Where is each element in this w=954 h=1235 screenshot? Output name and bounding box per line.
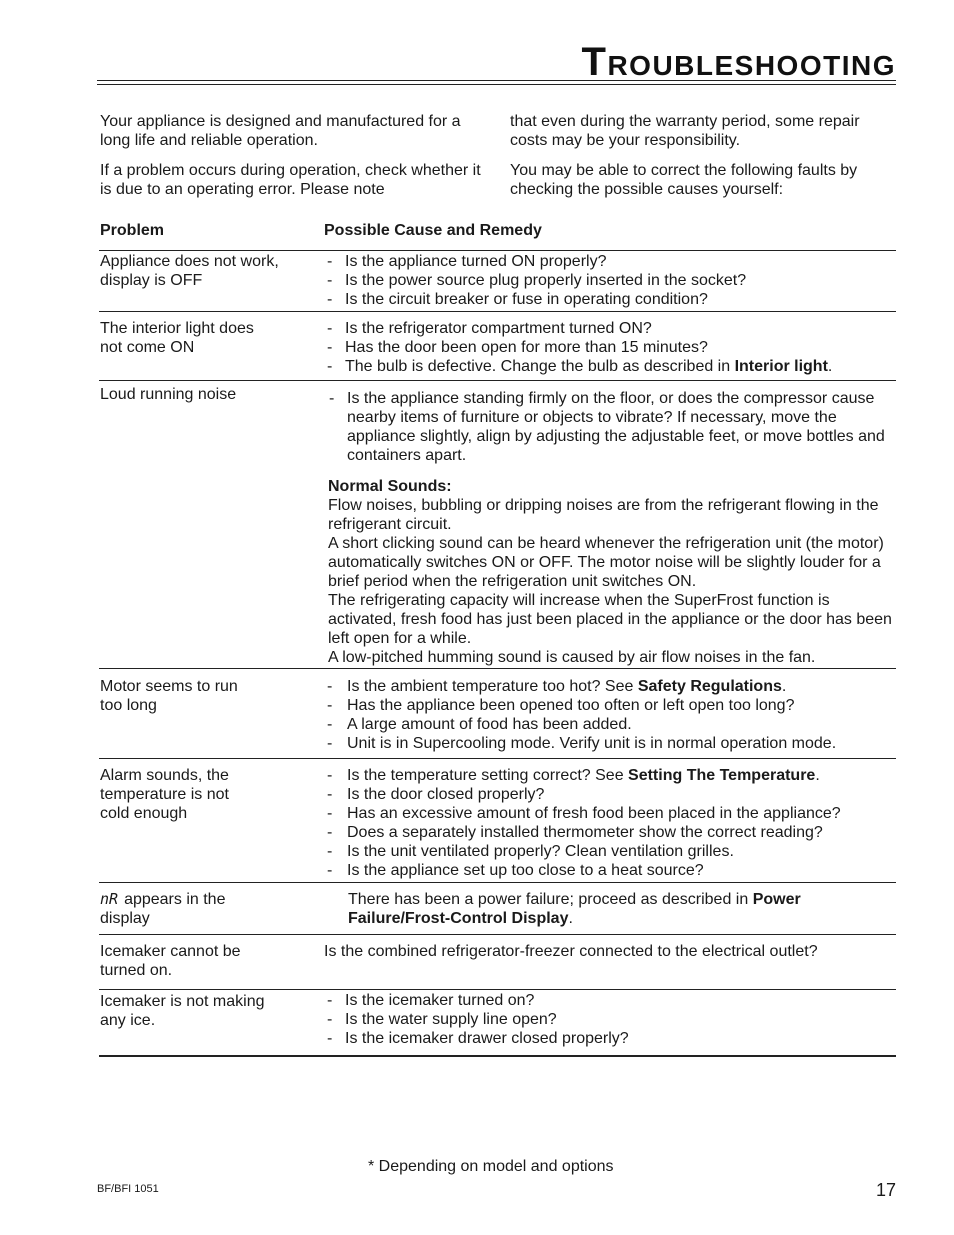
table-row xyxy=(99,668,896,759)
cause-item: - Is the icemaker turned on? xyxy=(326,991,896,1010)
cause-item xyxy=(326,357,896,376)
cause-item: - Does a separately installed thermometer show the correct reading? xyxy=(326,823,896,842)
table-row xyxy=(99,250,896,312)
intro-paragraph: Your appliance is designed and manufactured for a long life and reliable operation. xyxy=(100,113,461,149)
page-title xyxy=(440,40,896,85)
problem-text: Alarm sounds, the temperature is not cold enough xyxy=(100,767,229,822)
problem-label: appears in the display xyxy=(100,891,226,927)
cause-item: - Is the refrigerator compartment turned ON? xyxy=(326,319,896,338)
column-header-problem: Problem xyxy=(100,222,165,239)
title-initial: T xyxy=(581,40,608,84)
cause-text: . xyxy=(815,767,820,784)
table-row xyxy=(99,989,896,1056)
cause-item: - Unit is in Supercooling mode. Verify unit is in normal operation mode. xyxy=(326,734,896,753)
problem-text: Icemaker is not making any ice. xyxy=(100,993,265,1029)
intro-left-column xyxy=(100,112,490,210)
cross-reference: Interior light xyxy=(734,358,828,375)
cause-item: - Is the appliance set up too close to a heat source? xyxy=(326,861,896,880)
cause-cell xyxy=(326,319,896,376)
table-row xyxy=(99,380,896,669)
title-rule-bottom xyxy=(97,84,896,85)
cause-item: - Is the appliance standing firmly on the floor, or does the compressor cause nearby items of furniture or objects to vibrate? If necessary, move the appliance slightly, align by adjusting the adjustable feet, or move bottles and containers apart. xyxy=(328,389,893,465)
cause-cell xyxy=(348,890,848,928)
cause-text: The bulb is defective. Change the bulb as described in xyxy=(345,358,735,375)
problem-text: Appliance does not work, display is OFF xyxy=(100,253,279,289)
cause-item: - Is the appliance turned ON properly? xyxy=(326,252,896,271)
problem-text: Motor seems to run too long xyxy=(100,678,238,714)
problem-text: The interior light does not come ON xyxy=(100,320,254,356)
cause-item: - Is the water supply line open? xyxy=(326,1010,896,1029)
cause-item: - Has an excessive amount of fresh food been placed in the appliance? xyxy=(326,804,896,823)
cross-reference: Safety Regulations xyxy=(637,678,782,695)
intro-right-column xyxy=(510,112,896,210)
table-row xyxy=(99,934,896,990)
intro-paragraph: You may be able to correct the following faults by checking the possible causes yourself: xyxy=(510,162,858,198)
cause-item: - Is the unit ventilated properly? Clean ventilation grilles. xyxy=(326,842,896,861)
footnote: * Depending on model and options xyxy=(368,1158,614,1175)
cause-text: . xyxy=(568,910,573,927)
normal-sounds-text: A low-pitched humming sound is caused by air flow noises in the fan. xyxy=(328,649,816,666)
normal-sounds-text: The refrigerating capacity will increase when the SuperFrost function is activated, fresh food has just been placed in the appliance or the door has been left open for a while. xyxy=(328,592,892,647)
cause-item: - Is the door closed properly? xyxy=(326,785,896,804)
cause-cell xyxy=(326,677,896,753)
model-number: BF/BFI 1051 xyxy=(97,1183,159,1195)
cause-cell xyxy=(328,389,893,667)
cause-item: - Is the power source plug properly inserted in the socket? xyxy=(326,271,896,290)
normal-sounds-text: Flow noises, bubbling or dripping noises are from the refrigerant flowing in the refrigerant circuit. xyxy=(328,497,879,533)
normal-sounds-text: A short clicking sound can be heard whenever the refrigeration unit (the motor) automatically switches ON or OFF. The motor noise will be slightly louder for a brief period when the refrigeration unit switches ON. xyxy=(328,535,884,590)
column-header-cause: Possible Cause and Remedy xyxy=(324,222,542,239)
normal-sounds-heading: Normal Sounds: xyxy=(328,478,452,495)
cause-cell xyxy=(326,991,896,1048)
cause-cell: Is the combined refrigerator-freezer connected to the electrical outlet? xyxy=(324,943,818,960)
problem-text: Loud running noise xyxy=(100,386,237,403)
cause-item xyxy=(326,766,896,785)
title-rule-top xyxy=(97,80,896,81)
intro-paragraph: If a problem occurs during operation, check whether it is due to an operating error. Please note xyxy=(100,162,481,198)
table-bottom-rule xyxy=(99,1055,896,1057)
table-row xyxy=(99,882,896,935)
cause-text: Is the ambient temperature too hot? See xyxy=(347,678,638,695)
cause-item: - A large amount of food has been added. xyxy=(326,715,896,734)
cause-item: - Has the appliance been opened too often or left open too long? xyxy=(326,696,896,715)
cause-text: . xyxy=(827,358,833,375)
title-rest: ROUBLESHOOTING xyxy=(607,50,896,81)
problem-text: Icemaker cannot be turned on. xyxy=(100,943,241,979)
cause-text: Is the temperature setting correct? See xyxy=(347,767,629,784)
cause-text: . xyxy=(781,678,787,695)
cause-item: - Is the icemaker drawer closed properly? xyxy=(326,1029,896,1048)
cross-reference: Setting The Temperature xyxy=(628,767,816,784)
cause-item xyxy=(326,677,896,696)
cause-item: - Has the door been open for more than 15 minutes? xyxy=(326,338,896,357)
cause-text: There has been a power failure; proceed as described in xyxy=(348,891,753,908)
cause-cell xyxy=(326,252,896,309)
page-number: 17 xyxy=(876,1180,897,1200)
display-code-icon: nR xyxy=(100,890,119,908)
table-row xyxy=(99,311,896,381)
table-row xyxy=(99,758,896,883)
cause-item: - Is the circuit breaker or fuse in operating condition? xyxy=(326,290,896,309)
cause-cell xyxy=(326,766,896,880)
intro-paragraph: that even during the warranty period, some repair costs may be your responsibility. xyxy=(510,113,860,149)
cross-reference: Power Failure/Frost-Control Display xyxy=(348,891,801,927)
problem-text xyxy=(100,890,260,928)
